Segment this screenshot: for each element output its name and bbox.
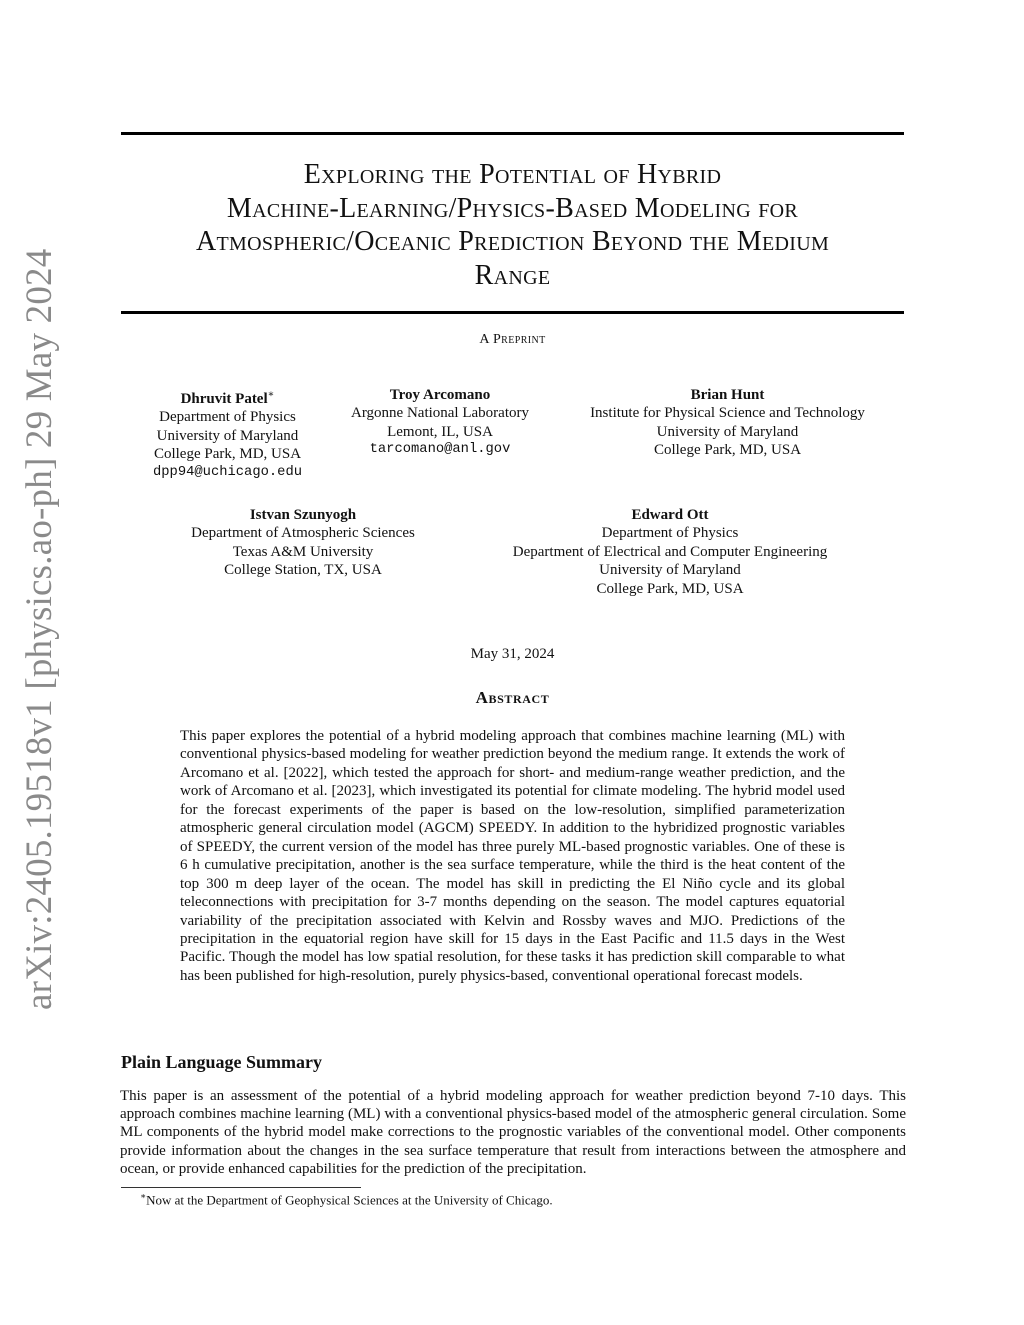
affiliation-line: Lemont, IL, USA <box>387 423 493 440</box>
title-line-4: Range <box>474 259 551 291</box>
title-line-2: Machine-Learning/Physics-Based Modeling for <box>226 192 799 224</box>
author-name-text: Dhruvit Patel <box>180 391 268 407</box>
author-block-szunyogh <box>170 506 436 580</box>
paper-title <box>121 158 904 292</box>
author-name: Brian Hunt <box>690 387 765 403</box>
title-line-1: Exploring the Potential of Hybrid <box>303 159 722 190</box>
author-block-ott <box>475 506 865 598</box>
affiliation-line: Department of Physics <box>159 409 296 426</box>
affiliation-line: Department of Physics <box>601 525 739 542</box>
affiliation-line: University of Maryland <box>599 562 741 579</box>
plain-language-summary-text: This paper is an assessment of the potential of a hybrid modeling approach for weather prediction beyond 7-10 days. This approach combines machine learning (ML) with a conventional physics-based model of the atmospheric general circulation. Some ML components of the hybrid model make corrections to the prognostic variables of the conventional model. Other components provide information about the changes in the sea surface temperature that result from interactions between the atmosphere and ocean, or provide enhanced capabilities for the prediction of the precipitation. <box>120 1088 906 1177</box>
abstract-heading: Abstract <box>475 688 550 707</box>
footnote-marker: ∗ <box>140 1191 147 1201</box>
arxiv-identifier-stamp: arXiv:2405.19518v1 [physics.ao-ph] 29 May 2024 <box>19 248 60 1010</box>
footnote <box>140 1191 553 1208</box>
publication-date: May 31, 2024 <box>470 646 555 662</box>
affiliation-line: University of Maryland <box>156 427 299 444</box>
affiliation-line: Institute for Physical Science and Technology <box>590 405 865 422</box>
title-top-rule <box>121 132 904 135</box>
affiliation-line: College Park, MD, USA <box>596 580 744 597</box>
author-email[interactable]: tarcomano@anl.gov <box>369 442 511 458</box>
affiliation-line: University of Maryland <box>656 423 799 440</box>
author-block-patel <box>130 386 325 482</box>
affiliation-line: Argonne National Laboratory <box>350 405 529 422</box>
affiliation-line: Department of Electrical and Computer Engineering <box>512 543 828 560</box>
affiliation-line: Department of Atmospheric Sciences <box>191 525 415 542</box>
author-name: Troy Arcomano <box>389 387 491 403</box>
affiliation-line: College Park, MD, USA <box>153 446 302 463</box>
author-name <box>130 386 325 408</box>
author-email[interactable]: dpp94@uchicago.edu <box>152 464 303 480</box>
footnote-divider <box>121 1187 361 1188</box>
affiliation-line: College Station, TX, USA <box>224 562 382 579</box>
preprint-label: A Preprint <box>479 332 546 347</box>
author-name: Istvan Szunyogh <box>249 507 357 523</box>
author-name: Edward Ott <box>631 507 709 523</box>
footnote-text: Now at the Department of Geophysical Sciences at the University of Chicago. <box>146 1192 553 1208</box>
affiliation-line: College Park, MD, USA <box>653 442 802 459</box>
author-block-arcomano <box>330 386 550 460</box>
plain-language-summary-heading: Plain Language Summary <box>121 1052 323 1072</box>
footnote-marker: ∗ <box>267 389 275 400</box>
abstract-text: This paper explores the potential of a hybrid modeling approach that combines machine learning (ML) with conventional physics-based modeling for weather prediction beyond the medium range. It extends the work of Arcomano et al. [2022], which tested the approach for short- and medium-range weather prediction, and the work of Arcomano et al. [2023], which investigated its potential for climate modeling. The hybrid model used for the forecast experiments of the paper is based on the low-resolution, simplified parameterization atmospheric general circulation model (AGCM) SPEEDY. In addition to the hybridized prognostic variables of SPEEDY, the current version of the model has three purely ML-based prognostic variables. One of these is 6 h cumulative precipitation, another is the sea surface temperature, while the third is the heat content of the top 300 m deep layer of the ocean. The model has skill in predicting the El Niño cycle and its global teleconnections with precipitation for 3-7 months depending on the season. The model captures equatorial variability of the precipitation associated with Kelvin and Rossby waves and MJO. Predictions of the precipitation in the equatorial region have skill for 15 days in the East Pacific and 11.5 days in the West Pacific. Though the model has low spatial resolution, for these tasks it has prediction skill comparable to what has been published for high-resolution, purely physics-based, conventional operational forecast models. <box>180 728 845 984</box>
affiliation-line: Texas A&M University <box>232 543 374 560</box>
author-block-hunt <box>560 386 895 460</box>
title-bottom-rule <box>121 311 904 314</box>
title-line-3: Atmospheric/Oceanic Prediction Beyond the Medium <box>195 226 830 257</box>
